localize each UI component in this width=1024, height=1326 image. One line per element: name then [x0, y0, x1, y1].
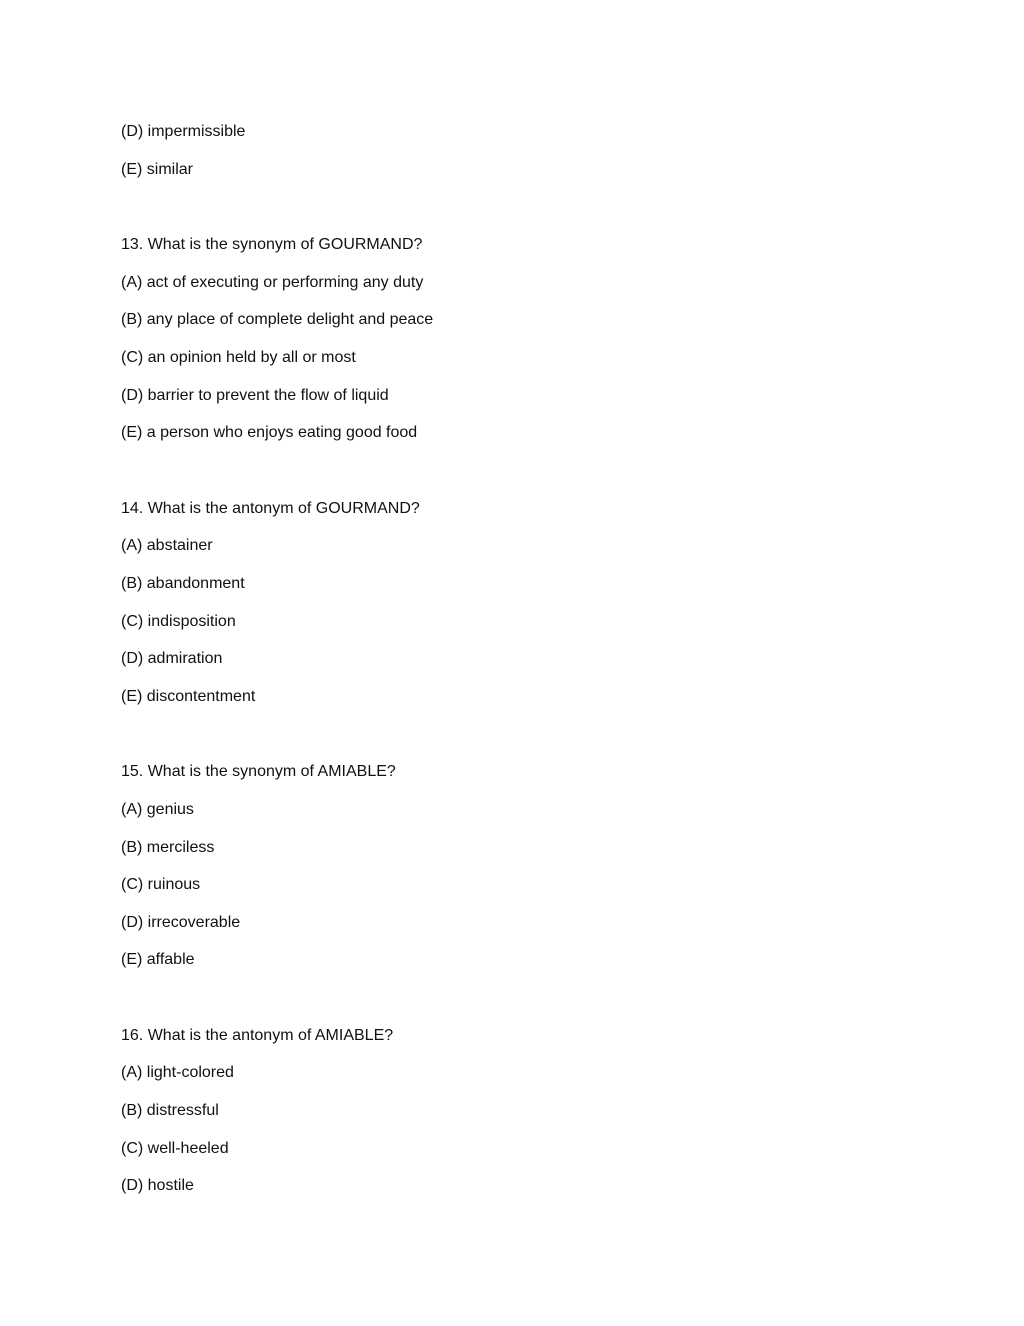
answer-option: (E) affable [121, 951, 195, 969]
answer-option: (E) similar [121, 160, 193, 178]
answer-option: (D) impermissible [121, 123, 246, 140]
answer-option: (C) ruinous [121, 876, 201, 894]
question-prompt: 13. What is the synonym of GOURMAND? [121, 236, 423, 254]
answer-option: (A) act of executing or performing any duty [121, 273, 424, 291]
spacer [121, 459, 921, 497]
answer-option: (D) irrecoverable [121, 913, 241, 931]
answer-option: (A) genius [121, 800, 194, 818]
answer-option: (E) discontentment [121, 687, 256, 705]
answer-option: (C) well-heeled [121, 1139, 229, 1157]
answer-option: (B) merciless [121, 838, 215, 856]
answer-option: (D) admiration [121, 650, 223, 668]
answer-option: (B) any place of complete delight and peace [121, 311, 434, 329]
answer-option: (E) a person who enjoys eating good food [121, 424, 418, 442]
spacer [121, 722, 921, 760]
quiz-content [121, 120, 921, 1212]
answer-option: (D) hostile [121, 1177, 194, 1195]
answer-option: (A) light-colored [121, 1064, 234, 1082]
answer-option: (B) abandonment [121, 574, 245, 592]
answer-option: (A) abstainer [121, 537, 213, 555]
question-prompt: 15. What is the synonym of AMIABLE? [121, 763, 396, 781]
answer-option: (C) an opinion held by all or most [121, 348, 356, 366]
answer-option: (D) barrier to prevent the flow of liquid [121, 386, 389, 404]
question-prompt: 16. What is the antonym of AMIABLE? [121, 1026, 394, 1044]
question-prompt: 14. What is the antonym of GOURMAND? [121, 499, 420, 517]
answer-option: (B) distressful [121, 1102, 219, 1120]
answer-option: (C) indisposition [121, 612, 236, 630]
spacer [121, 195, 921, 233]
spacer [121, 986, 921, 1024]
